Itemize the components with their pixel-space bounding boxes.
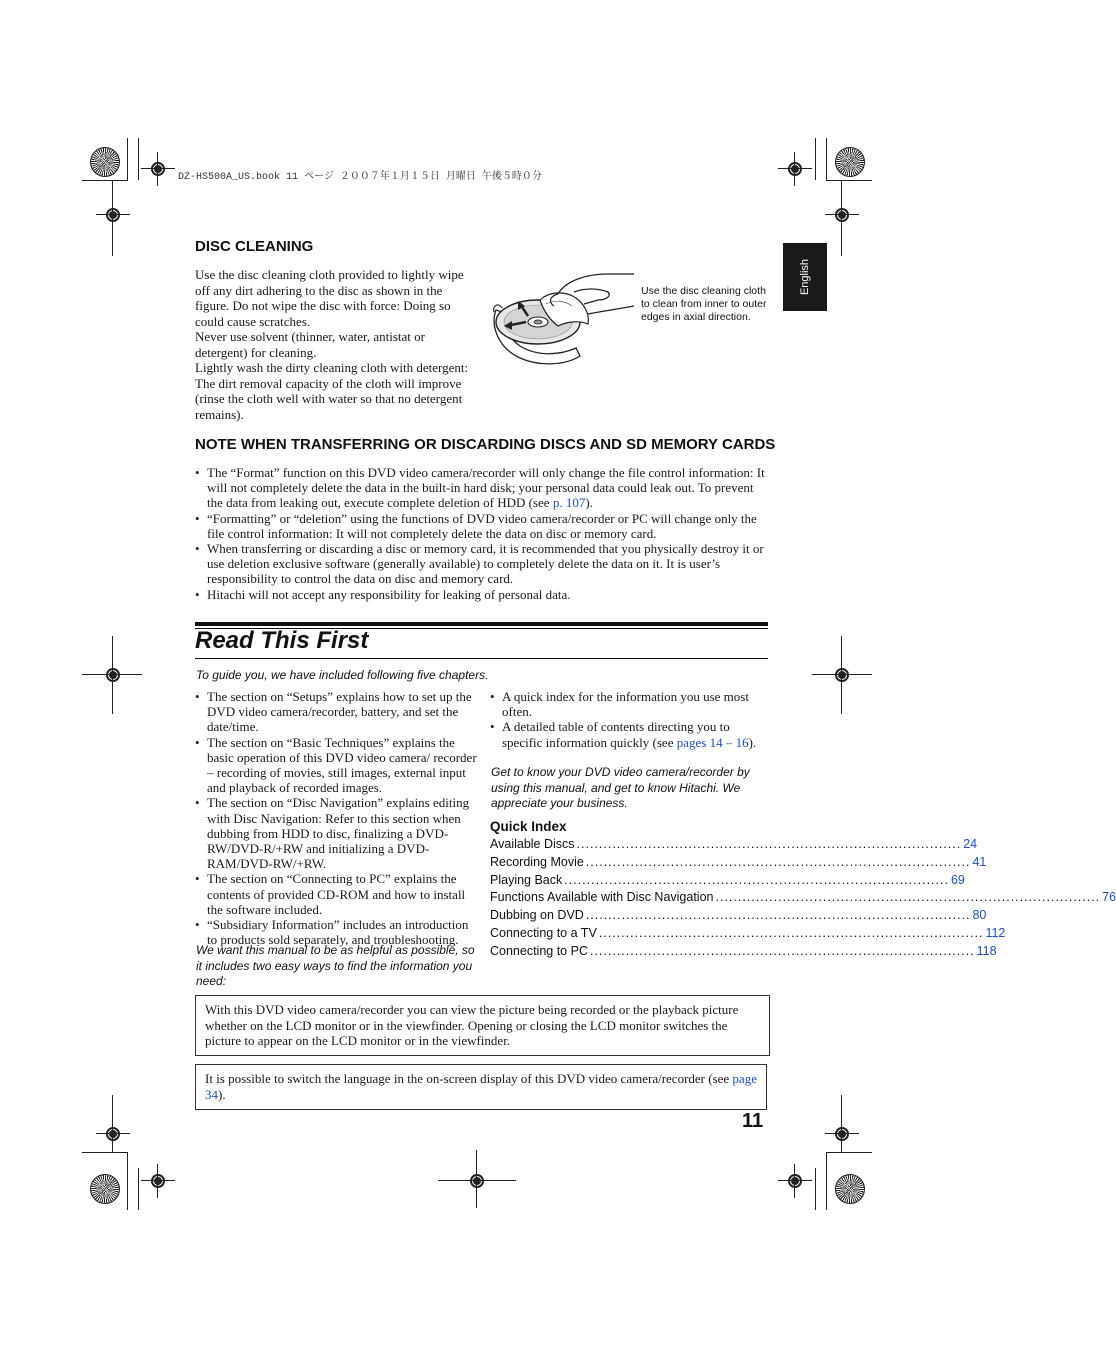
registration-mark-icon [833,206,851,224]
list-item: • “Subsidiary Information” includes an introduction to products sold separately, and troubleshooting. [195,917,477,947]
quick-index-row[interactable]: Playing Back ...................................................................................... 69 [490,872,965,887]
registration-mark-icon [786,160,804,178]
star-target-icon [835,147,865,177]
crop-line [112,636,113,714]
toc-end: ). [748,734,757,750]
list-item: • A quick index for the information you use most often. [490,689,772,719]
list-item: • The section on “Setups” explains how to set up the DVD video camera/recorder, battery, and set the date/time. [195,689,477,735]
list-item: • Hitachi will not accept any responsibility for leaking of personal data. [195,587,770,602]
note-heading: NOTE WHEN TRANSFERRING OR DISCARDING DISCS AND SD MEMORY CARDS [195,436,776,453]
language-note-end: ). [218,1086,226,1102]
page-link[interactable]: 80 [972,908,987,923]
toc-text: A detailed table of contents directing you to specific information quickly (see [502,719,730,750]
list-item: • “Formatting” or “deletion” using the functions of DVD video camera/recorder or PC will change only the file control information: It will not completely delete the data on disc or memory card. [195,511,770,541]
crop-line [841,1095,842,1153]
title-rule-bottom [195,658,768,659]
title-rule-top [195,622,768,626]
disc-cleaning-caption: Use the disc cleaning cloth to clean from inner to outer edges in axial direction. [641,285,767,323]
chapter-list [195,689,477,947]
page-link[interactable]: 24 [963,837,978,851]
closing-text: We want this manual to be as helpful as possible, so it includes two easy ways to find the information you need: [196,943,475,988]
language-tab [783,243,827,311]
disc-cleaning-heading: DISC CLEANING [195,238,314,255]
list-item [490,719,772,749]
quick-index-row[interactable]: Functions Available with Disc Navigation ...................................................................................... 76 [490,890,1116,905]
crop-line [826,1152,872,1153]
crop-line [815,1168,816,1210]
note-list [195,465,770,602]
list-item: • The section on “Disc Navigation” explains editing with Disc Navigation: Refer to this section when dubbing from HDD to disc, finalizing a DVD-RW/DVD-R/+RW and initializing a DVD-RAM/DVD-RW/+RW. [195,795,477,871]
registration-mark-icon [104,1125,122,1143]
page-link[interactable]: page 34 [205,1071,757,1102]
appreciation-text: Get to know your DVD video camera/recorder by using this manual, and get to know Hitachi. We appreciate your business. [491,765,750,810]
registration-mark-icon [786,1172,804,1190]
crop-line [138,138,139,180]
star-target-icon [90,147,120,177]
crop-line [826,138,827,180]
registration-mark-icon [833,1125,851,1143]
page-link[interactable]: 41 [972,854,987,869]
quick-index-row[interactable]: Recording Movie ...................................................................................... 41 [490,854,987,869]
viewfinder-note-text: With this DVD video camera/recorder you can view the picture being recorded or the playback picture whether on the LCD monitor or in the viewfinder. Opening or closing the LCD monitor switches the picture to appear on the LCD monitor or in the viewfinder. [205,1002,739,1049]
crop-line [127,138,128,180]
paragraph: Use the disc cleaning cloth provided to lightly wipe off any dirt adhering to the disc as shown in the figure. Do not wipe the disc with force: Doing so could cause scratches. [195,267,464,329]
note-bullet-end: ). [585,495,593,511]
pages-link[interactable]: pages 14 – 16 [676,734,749,750]
registration-mark-icon [104,666,122,684]
book-header: DZ-HS500A_US.book 11 ページ ２００７年１月１５日 月曜日 午後５時０分 [178,172,542,183]
quick-index-row[interactable]: Connecting to a TV ...................................................................................... 112 [490,925,1006,940]
registration-mark-icon [833,666,851,684]
crop-line [812,674,872,675]
page-link[interactable]: 112 [985,925,1006,940]
list-item [195,465,770,511]
quick-index-list [490,837,1116,962]
crop-line [112,1095,113,1153]
page-link[interactable]: 69 [950,872,965,887]
page-link[interactable]: 118 [976,943,997,958]
list-item: • The section on “Connecting to PC” explains the contents of provided CD-ROM and how to install the software included. [195,871,477,917]
index-ways-list [490,689,772,750]
language-note-text: It is possible to switch the language in the on-screen display of this DVD video camera/recorder (see [205,1071,733,1086]
language-note-box [195,1064,767,1110]
intro-text: To guide you, we have included following five chapters. [196,668,489,682]
registration-mark-icon [468,1172,486,1190]
star-target-icon [835,1174,865,1204]
registration-mark-icon [149,160,167,178]
quick-index-row[interactable]: Connecting to PC ...................................................................................... 118 [490,943,997,958]
crop-line [826,1152,827,1210]
paragraph: Never use solvent (thinner, water, antistat or detergent) for cleaning. [195,329,425,360]
page-link[interactable]: p. 107 [552,495,586,511]
viewfinder-note-box [195,995,770,1056]
list-item: • When transferring or discarding a disc or memory card, it is recommended that you physically destroy it or use deletion exclusive software (generally available) to completely delete the data on it. It is user’s responsibility to control the data on disc and memory card. [195,541,770,587]
language-tab-label: English [798,258,811,296]
quick-index-title: Quick Index [490,819,567,834]
registration-mark-icon [104,206,122,224]
quick-index-row[interactable]: Dubbing on DVD ...................................................................................... 80 [490,908,987,923]
crop-line [82,674,142,675]
crop-line [841,180,842,256]
quick-index-row[interactable]: Available Discs ...................................................................................... 24 [490,837,978,851]
list-item: • The section on “Basic Techniques” explains the basic operation of this DVD video camera/ recorder – recording of movies, still images, external input and playback of recorded images. [195,735,477,796]
note-bullet-text: The “Format” function on this DVD video camera/recorder will only change the file control information: It will not completely delete the data in the built-in hard disk; your personal data could leak out. To prevent the data from leaking out, execute complete deletion of HDD (see [207,465,765,511]
disc-cleaning-illustration [488,270,636,370]
page-number: 11 [742,1110,764,1132]
crop-line [841,636,842,714]
registration-mark-icon [149,1172,167,1190]
crop-line [82,180,128,181]
disc-cleaning-text [195,267,473,422]
star-target-icon [90,1174,120,1204]
crop-line [476,1150,477,1208]
crop-line [112,180,113,256]
crop-line [826,180,872,181]
page-title: Read This First [195,627,369,654]
crop-line [138,1168,139,1210]
crop-line [82,1152,128,1153]
crop-line [815,138,816,180]
page-link[interactable]: 76 [1102,890,1116,905]
crop-line [127,1152,128,1210]
paragraph: Lightly wash the dirty cleaning cloth with detergent: The dirt removal capacity of the cloth will improve (rinse the cloth well with water so that no detergent remains). [195,360,469,422]
crop-line [438,1180,516,1181]
